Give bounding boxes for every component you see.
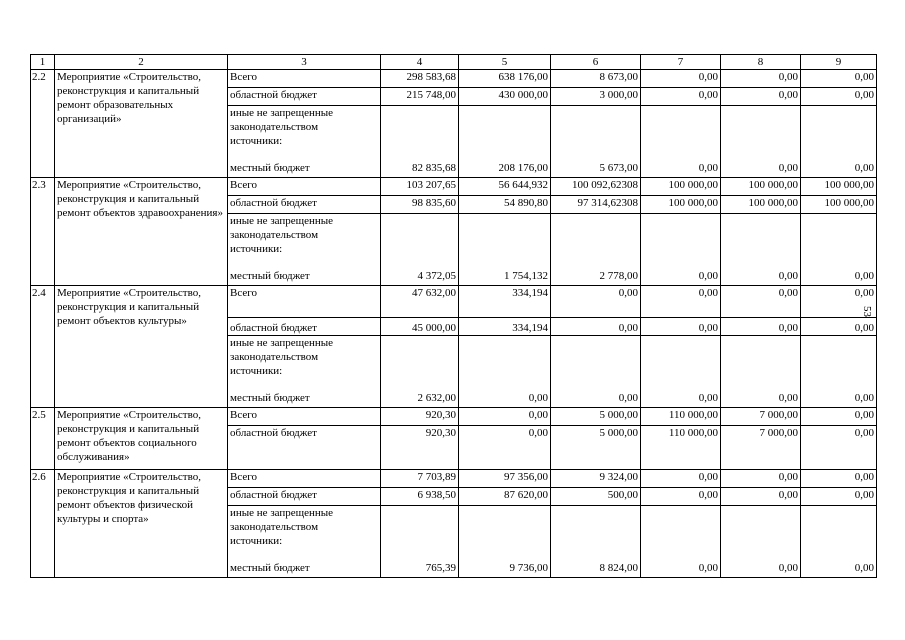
funding-source-label: областной бюджет	[228, 488, 381, 506]
amount-cell: 45 000,00	[381, 318, 459, 336]
funding-source-subtext: местный бюджет	[230, 562, 310, 574]
amount-cell: 0,00	[721, 70, 801, 88]
amount-cell: 3 000,00	[551, 88, 641, 106]
amount-cell: 100 000,00	[801, 178, 877, 196]
header-col-9: 9	[801, 55, 877, 70]
header-col-6: 6	[551, 55, 641, 70]
amount-cell: 5 673,00	[551, 106, 641, 178]
amount-cell: 0,00	[641, 88, 721, 106]
section-code: 2.4	[31, 286, 55, 408]
amount-cell: 100 000,00	[721, 178, 801, 196]
funding-source-label	[228, 106, 381, 178]
funding-source-label: областной бюджет	[228, 196, 381, 214]
amount-cell: 0,00	[641, 470, 721, 488]
amount-cell: 8 673,00	[551, 70, 641, 88]
amount-cell: 298 583,68	[381, 70, 459, 88]
funding-source-label	[228, 336, 381, 408]
amount-cell: 0,00	[721, 506, 801, 578]
section-event: Мероприятие «Строительство, реконструкция и капитальный ремонт объектов физической культуры и спорта»	[55, 470, 228, 578]
amount-cell: 100 000,00	[801, 196, 877, 214]
amount-cell: 0,00	[641, 506, 721, 578]
amount-cell: 54 890,80	[459, 196, 551, 214]
amount-cell: 0,00	[459, 336, 551, 408]
amount-cell: 9 324,00	[551, 470, 641, 488]
amount-cell: 0,00	[801, 470, 877, 488]
header-col-8: 8	[721, 55, 801, 70]
amount-cell: 5 000,00	[551, 426, 641, 470]
amount-cell: 0,00	[641, 70, 721, 88]
amount-cell: 100 000,00	[641, 178, 721, 196]
table-body	[31, 70, 877, 578]
section-code: 2.5	[31, 408, 55, 470]
amount-cell: 0,00	[801, 426, 877, 470]
amount-cell: 430 000,00	[459, 88, 551, 106]
funding-source-subtext: местный бюджет	[230, 162, 310, 174]
table-row	[31, 408, 877, 426]
funding-source-subtext: местный бюджет	[230, 392, 310, 404]
funding-source-label	[228, 506, 381, 578]
amount-cell: 110 000,00	[641, 426, 721, 470]
amount-cell: 0,00	[721, 286, 801, 318]
table-row	[31, 178, 877, 196]
amount-cell: 7 000,00	[721, 426, 801, 470]
amount-cell: 0,00	[801, 506, 877, 578]
amount-cell: 0,00	[721, 470, 801, 488]
amount-cell: 0,00	[641, 336, 721, 408]
header-col-7: 7	[641, 55, 721, 70]
amount-cell: 87 620,00	[459, 488, 551, 506]
amount-cell: 7 000,00	[721, 408, 801, 426]
amount-cell: 0,00	[721, 318, 801, 336]
funding-source-text: иные не запрещенные законодательством источники:	[230, 507, 334, 547]
amount-cell: 0,00	[641, 214, 721, 286]
section-event: Мероприятие «Строительство, реконструкция и капитальный ремонт объектов культуры»	[55, 286, 228, 408]
amount-cell: 110 000,00	[641, 408, 721, 426]
amount-cell: 47 632,00	[381, 286, 459, 318]
amount-cell: 0,00	[721, 106, 801, 178]
funding-source-label: областной бюджет	[228, 318, 381, 336]
amount-cell: 215 748,00	[381, 88, 459, 106]
amount-cell: 82 835,68	[381, 106, 459, 178]
amount-cell: 0,00	[801, 214, 877, 286]
header-col-3: 3	[228, 55, 381, 70]
section-code: 2.6	[31, 470, 55, 578]
table-row	[31, 470, 877, 488]
amount-cell: 0,00	[801, 336, 877, 408]
amount-cell: 0,00	[641, 106, 721, 178]
amount-cell: 100 000,00	[721, 196, 801, 214]
section-code: 2.3	[31, 178, 55, 286]
amount-cell: 334,194	[459, 318, 551, 336]
amount-cell: 334,194	[459, 286, 551, 318]
section-event: Мероприятие «Строительство, реконструкция и капитальный ремонт образовательных организаций»	[55, 70, 228, 178]
amount-cell: 0,00	[459, 408, 551, 426]
amount-cell: 5 000,00	[551, 408, 641, 426]
amount-cell: 100 092,62308	[551, 178, 641, 196]
amount-cell: 920,30	[381, 426, 459, 470]
amount-cell: 97 356,00	[459, 470, 551, 488]
funding-source-label: областной бюджет	[228, 88, 381, 106]
amount-cell: 8 824,00	[551, 506, 641, 578]
amount-cell: 0,00	[721, 88, 801, 106]
amount-cell: 0,00	[641, 318, 721, 336]
amount-cell: 2 632,00	[381, 336, 459, 408]
funding-source-text: иные не запрещенные законодательством источники:	[230, 337, 334, 377]
amount-cell: 0,00	[801, 488, 877, 506]
amount-cell: 6 938,50	[381, 488, 459, 506]
section-code: 2.2	[31, 70, 55, 178]
amount-cell: 0,00	[801, 88, 877, 106]
table-row	[31, 70, 877, 88]
amount-cell: 0,00	[801, 286, 877, 318]
header-col-1: 1	[31, 55, 55, 70]
amount-cell: 1 754,132	[459, 214, 551, 286]
funding-source-label: Всего	[228, 178, 381, 196]
page-number: 53	[861, 306, 873, 317]
amount-cell: 0,00	[551, 286, 641, 318]
header-col-5: 5	[459, 55, 551, 70]
section-event: Мероприятие «Строительство, реконструкция и капитальный ремонт объектов социального обслуживания»	[55, 408, 228, 470]
table-row	[31, 286, 877, 318]
amount-cell: 920,30	[381, 408, 459, 426]
section-event: Мероприятие «Строительство, реконструкция и капитальный ремонт объектов здравоохранения»	[55, 178, 228, 286]
amount-cell: 9 736,00	[459, 506, 551, 578]
amount-cell: 100 000,00	[641, 196, 721, 214]
funding-source-label: Всего	[228, 470, 381, 488]
amount-cell: 98 835,60	[381, 196, 459, 214]
header-col-4: 4	[381, 55, 459, 70]
amount-cell: 500,00	[551, 488, 641, 506]
amount-cell: 0,00	[551, 318, 641, 336]
amount-cell: 0,00	[801, 408, 877, 426]
amount-cell: 0,00	[641, 286, 721, 318]
amount-cell: 0,00	[459, 426, 551, 470]
amount-cell: 0,00	[721, 214, 801, 286]
amount-cell: 0,00	[721, 488, 801, 506]
funding-source-subtext: местный бюджет	[230, 270, 310, 282]
header-col-2: 2	[55, 55, 228, 70]
amount-cell: 0,00	[801, 106, 877, 178]
amount-cell: 56 644,932	[459, 178, 551, 196]
funding-source-text: иные не запрещенные законодательством источники:	[230, 215, 334, 255]
amount-cell: 0,00	[801, 70, 877, 88]
funding-source-label: Всего	[228, 286, 381, 318]
amount-cell: 638 176,00	[459, 70, 551, 88]
amount-cell: 7 703,89	[381, 470, 459, 488]
amount-cell: 0,00	[721, 336, 801, 408]
amount-cell: 4 372,05	[381, 214, 459, 286]
funding-source-label	[228, 214, 381, 286]
amount-cell: 0,00	[801, 318, 877, 336]
amount-cell: 103 207,65	[381, 178, 459, 196]
funding-source-label: Всего	[228, 70, 381, 88]
amount-cell: 0,00	[551, 336, 641, 408]
funding-source-label: Всего	[228, 408, 381, 426]
funding-source-label: областной бюджет	[228, 426, 381, 470]
amount-cell: 97 314,62308	[551, 196, 641, 214]
budget-table	[30, 54, 877, 578]
funding-source-text: иные не запрещенные законодательством источники:	[230, 107, 334, 147]
amount-cell: 2 778,00	[551, 214, 641, 286]
header-row	[31, 55, 877, 70]
amount-cell: 208 176,00	[459, 106, 551, 178]
amount-cell: 765,39	[381, 506, 459, 578]
amount-cell: 0,00	[641, 488, 721, 506]
